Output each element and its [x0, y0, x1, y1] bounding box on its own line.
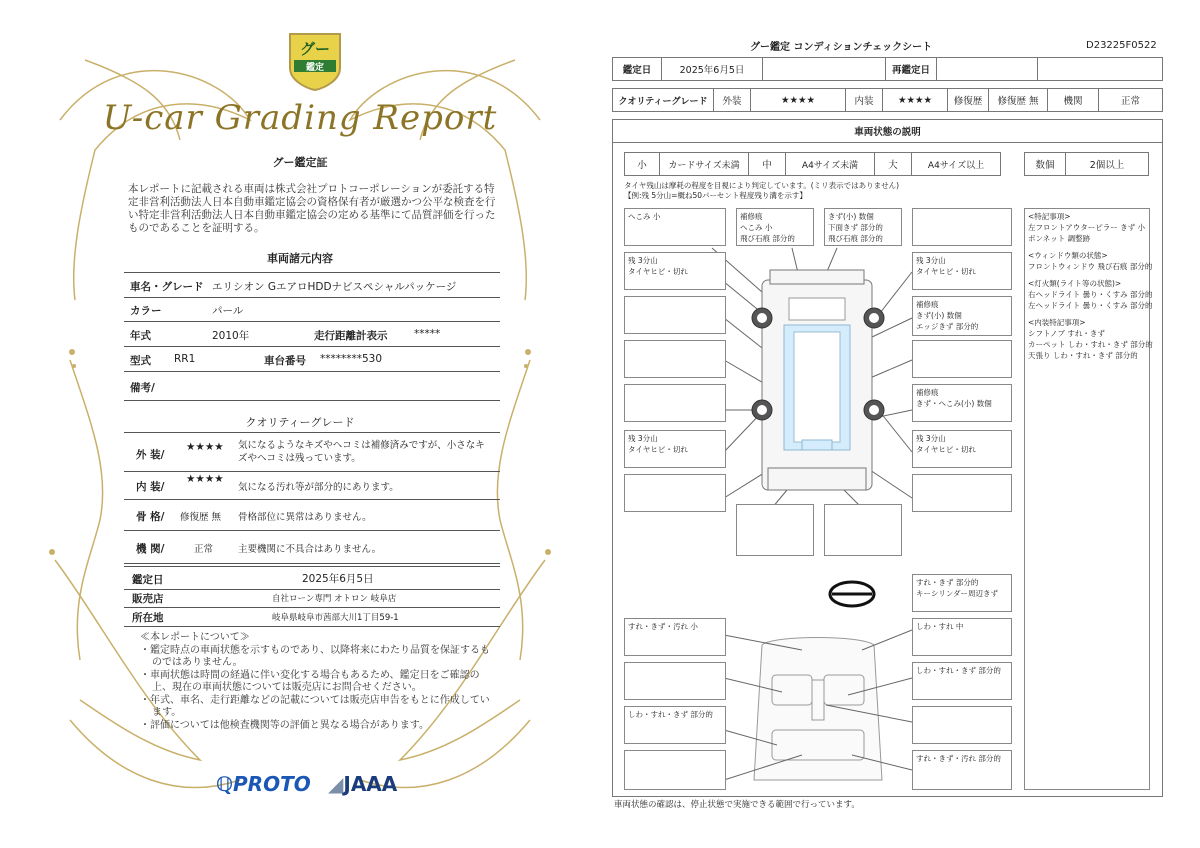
tire-note: タイヤ残山は摩耗の程度を目視により判定しています。(ミリ表示ではありません) [624, 181, 900, 190]
dealer-label: 販売店 [132, 593, 164, 605]
engine-label: 機 関/ [136, 543, 165, 555]
damage-text: へこみ 小 [740, 223, 773, 232]
damage-box-rear-gate [824, 504, 902, 556]
notes-heading: ≪本レポートについて≫ [140, 632, 250, 643]
proto-logo-text: PROTO [233, 772, 311, 796]
tire-text: 残 3分山 [916, 256, 946, 265]
remarks-line: <ウィンドウ類の状態> [1028, 251, 1108, 260]
jaaa-logo-text: JAAA [343, 772, 398, 796]
size-large-desc: A4サイズ以上 [911, 152, 1001, 176]
interior-box-5 [624, 706, 726, 744]
model-value: RR1 [174, 353, 196, 365]
interior-box-6 [912, 706, 1012, 744]
quality-heading: クオリティーグレード [245, 416, 355, 429]
remarks-label: 備考/ [130, 382, 155, 394]
spec-row-year [124, 322, 500, 347]
damage-box-right-quarter [912, 384, 1012, 422]
damage-box-rear-right [912, 474, 1012, 512]
count-desc: 2個以上 [1065, 152, 1149, 176]
damage-box-left-front-door [624, 296, 726, 334]
goo-badge [285, 30, 345, 92]
quality-row-interior [124, 471, 500, 500]
size-small: 小 [624, 152, 660, 176]
remarks-line: <特記事項> [1028, 212, 1071, 221]
damage-text: しわ・すれ・きず 部分的 [916, 666, 1001, 675]
damage-box-rear-left [624, 474, 726, 512]
remarks-line: <灯火類(ライト等の状態)> [1028, 279, 1122, 288]
tire-example: 【例:残 5分山=概ね50パーセント程度残り溝を示す】 [624, 191, 807, 200]
damage-box-front-right [912, 208, 1012, 246]
interior-text: 気になる汚れ等が部分的にあります。 [238, 482, 399, 493]
interior-box-2 [912, 618, 1012, 656]
size-small-desc: カードサイズ未満 [659, 152, 749, 176]
tire-box-rear-right [912, 430, 1012, 468]
report-notes [140, 632, 490, 732]
remarks-line: 右ヘッドライト 曇り・くすみ 部分的 [1028, 290, 1153, 299]
appraisal-date-row [124, 566, 500, 590]
damage-box-left-rear-door [624, 340, 726, 378]
tire-text: タイヤヒビ・切れ [916, 267, 976, 276]
tire-box-front-left [624, 252, 726, 290]
damage-box-bonnet [824, 208, 902, 246]
size-mid: 中 [748, 152, 786, 176]
repair-value: 修復歴 無 [988, 88, 1048, 112]
badge-sub: 鑑定 [305, 63, 324, 73]
section-title: 車両状態の説明 [612, 119, 1163, 143]
interior-box-4 [912, 662, 1012, 700]
proto-q-icon: ℚ [216, 772, 234, 796]
spec-row-name [124, 272, 500, 298]
exterior-text: 気になるようなキズやヘコミは補修済みですが、小さなキズやヘコミは残っています。 [238, 440, 485, 464]
size-large: 大 [874, 152, 912, 176]
exterior-label: 外装 [713, 88, 751, 112]
exterior-label: 外 装/ [136, 449, 165, 461]
dealer-row [124, 589, 500, 608]
damage-text: すれ・きず 部分的 [916, 578, 979, 587]
interior-stars: ★★★★ [186, 473, 224, 485]
interior-box-3 [624, 662, 726, 700]
appraisal-date-label: 鑑定日 [612, 57, 662, 81]
remarks-line: 天張り しわ・すれ・きず 部分的 [1028, 351, 1138, 360]
engine-value: 正常 [1098, 88, 1163, 112]
address-label: 所在地 [132, 612, 164, 624]
damage-text: きず・へこみ(小) 数個 [916, 399, 992, 408]
note-item: ・車両状態は時間の経過に伴い変化する場合もあるため、鑑定日をご確認の上、現在の車両状態については販売店にお問合せください。 [140, 669, 480, 693]
damage-text: すれ・きず・汚れ 小 [628, 622, 698, 631]
quality-row-engine [124, 531, 500, 564]
quality-row-frame [124, 500, 500, 531]
jaaa-logo [328, 772, 397, 796]
note-item: ・年式、車名、走行距離などの記載については販売店申告をもとに作成しています。 [140, 694, 490, 718]
damage-text: きず(小) 数個 [828, 212, 874, 221]
frame-label: 骨 格/ [136, 511, 165, 523]
damage-box-steering [912, 574, 1012, 612]
tire-text: タイヤヒビ・切れ [628, 267, 688, 276]
damage-text: しわ・すれ・きず 部分的 [628, 710, 713, 719]
tire-box-rear-left [624, 430, 726, 468]
damage-box-rear-bumper [736, 504, 814, 556]
mileage-value: ***** [414, 328, 441, 340]
appraisal-date-blank [762, 57, 886, 81]
damage-box-right-front-door [912, 296, 1012, 336]
tire-text: タイヤヒビ・切れ [916, 445, 976, 454]
damage-box-front-left [624, 208, 726, 246]
steering-wheel-icon [830, 582, 874, 606]
note-item: ・評価については他検査機関等の評価と異なる場合があります。 [140, 719, 429, 731]
year-value: 2010年 [212, 330, 250, 342]
interior-box-1 [624, 618, 726, 656]
spec-heading: 車両諸元内容 [267, 252, 333, 265]
sheet-title: グー鑑定 コンディションチェックシート [750, 42, 933, 53]
remarks-line: シフトノブ すれ・きず [1028, 329, 1105, 338]
reappraisal-value [936, 57, 1038, 81]
chassis-label: 車台番号 [264, 355, 306, 367]
frame-value: 修復歴 無 [180, 512, 222, 523]
remarks-line: <内装特記事項> [1028, 318, 1086, 327]
dealer-value: 自社ローン専門 オトロン 岐阜店 [272, 594, 397, 604]
model-label: 型式 [130, 355, 151, 367]
tire-text: 残 3分山 [628, 256, 658, 265]
tire-box-front-right [912, 252, 1012, 290]
damage-text: 飛び石痕 部分的 [828, 234, 883, 243]
damage-text: すれ・きず・汚れ 部分的 [916, 754, 1001, 763]
engine-text: 主要機関に不具合はありません。 [238, 544, 382, 555]
damage-box-right-rear-door [912, 340, 1012, 378]
remarks-line: フロントウィンドウ 飛び石痕 部分的 [1028, 262, 1153, 271]
damage-text: 補修痕 [916, 388, 939, 397]
certificate-subtitle: グー鑑定証 [272, 156, 328, 169]
interior-box-8 [912, 750, 1012, 790]
reappraisal-blank [1037, 57, 1163, 81]
damage-box-left-quarter [624, 384, 726, 422]
spec-row-model [124, 347, 500, 372]
remarks-line: ボンネット 調整跡 [1028, 234, 1091, 243]
damage-text: 補修痕 [740, 212, 763, 221]
color-label: カラー [130, 305, 162, 317]
interior-label: 内装 [845, 88, 883, 112]
spec-row-remarks [124, 372, 500, 401]
tire-text: 残 3分山 [628, 434, 658, 443]
sheet-footer: 車両状態の確認は、停止状態で実施できる範囲で行っています。 [614, 800, 860, 810]
name-label: 車名・グレード [130, 281, 204, 293]
color-value: パール [212, 305, 244, 317]
spec-row-color [124, 297, 500, 322]
report-title: U-car Grading Report [102, 98, 498, 138]
interior-label: 内 装/ [136, 481, 165, 493]
appraisal-date-label: 鑑定日 [132, 574, 164, 586]
interior-stars: ★★★★ [882, 88, 948, 112]
year-label: 年式 [130, 330, 151, 342]
mileage-label: 走行距離計表示 [314, 330, 388, 342]
damage-text: 補修痕 [916, 300, 939, 309]
damage-text: きず(小) 数個 [916, 311, 962, 320]
damage-text: 下面きず 部分的 [828, 223, 883, 232]
size-mid-desc: A4サイズ未満 [785, 152, 875, 176]
exterior-stars: ★★★★ [186, 441, 224, 453]
engine-value: 正常 [194, 544, 214, 555]
chassis-value: ********530 [320, 353, 383, 365]
certificate-intro: 本レポートに記載される車両は株式会社プロトコーポレーションが委託する特定非営利活動法人日本自動車鑑定協会の資格保有者が厳選かつ公平な検査を行い特定非営利活動法人日本自動車鑑定協会の定める基準にて品質評価を行ったものであることを証明する。 [128, 183, 496, 234]
damage-box-front-bumper [736, 208, 814, 246]
exterior-stars: ★★★★ [750, 88, 846, 112]
note-item: ・鑑定時点の車両状態を示すものであり、以降将来にわたり品質を保証するものではありません。 [140, 644, 490, 668]
damage-text: 飛び石痕 部分的 [740, 234, 795, 243]
remarks-line: 左フロントアウターピラー きず 小 [1028, 223, 1145, 232]
engine-label: 機関 [1047, 88, 1099, 112]
quality-row-exterior [124, 432, 500, 472]
tire-text: 残 3分山 [916, 434, 946, 443]
sheet-id: D23225F0522 [1086, 40, 1157, 51]
jaaa-mark-icon: ◢ [328, 772, 344, 796]
proto-logo [216, 772, 311, 796]
badge-text: グー [299, 40, 330, 58]
condition-check-sheet [600, 0, 1200, 848]
remarks-box [1024, 208, 1153, 790]
damage-text: へこみ 小 [628, 212, 661, 221]
name-value: エリシオン GエアロHDDナビスペシャルパッケージ [212, 281, 457, 293]
appraisal-date-value: 2025年6月5日 [661, 57, 763, 81]
remarks-line: カーペット しわ・すれ・きず 部分的 [1028, 340, 1153, 349]
count-label: 数個 [1024, 152, 1066, 176]
address-row [124, 608, 500, 627]
damage-text: キーシリンダー周辺きず [916, 589, 999, 598]
interior-box-7 [624, 750, 726, 790]
address-value: 岐阜県岐阜市茜部大川1丁目59-1 [272, 613, 399, 623]
damage-text: エッジきず 部分的 [916, 322, 979, 331]
frame-text: 骨格部位に異常はありません。 [238, 512, 372, 523]
remarks-line: 左ヘッドライト 曇り・くすみ 部分的 [1028, 301, 1153, 310]
reappraisal-label: 再鑑定日 [885, 57, 937, 81]
damage-text: しわ・すれ 中 [916, 622, 964, 631]
tire-text: タイヤヒビ・切れ [628, 445, 688, 454]
repair-label: 修復歴 [947, 88, 989, 112]
quality-label: クオリティーグレード [612, 88, 714, 112]
appraisal-date-value: 2025年6月5日 [302, 573, 374, 585]
